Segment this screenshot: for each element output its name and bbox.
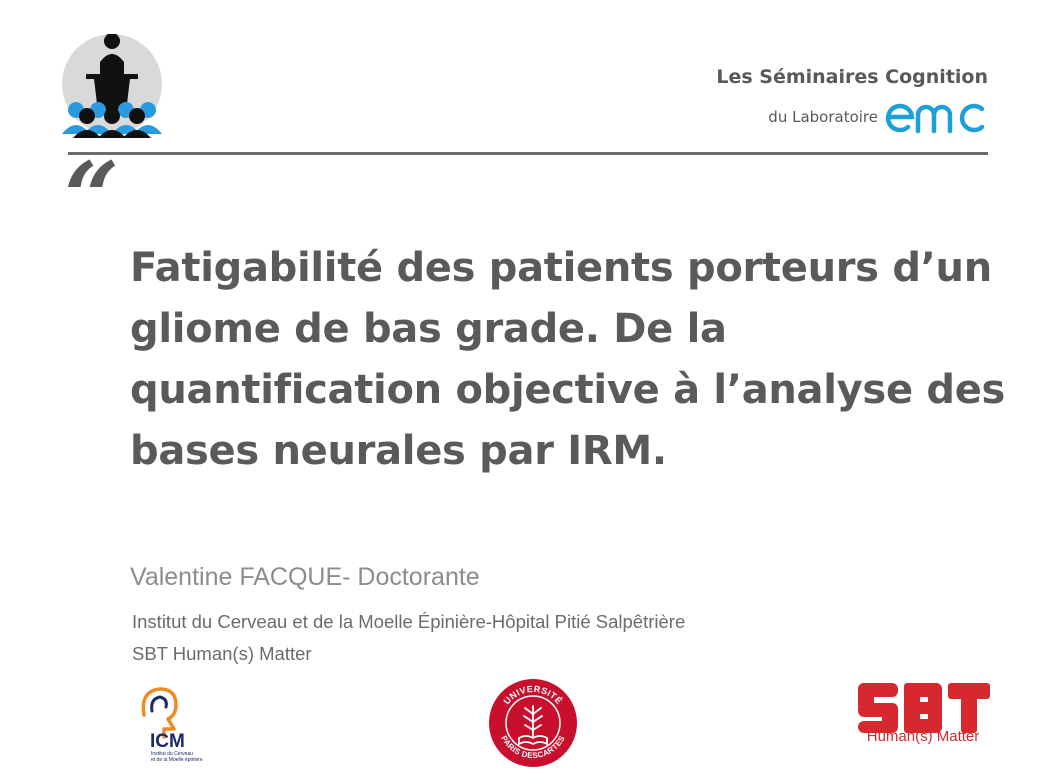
- header-divider: [68, 152, 988, 155]
- emc-logo: [884, 100, 988, 134]
- presenter-name: Valentine FACQUE- Doctorante: [130, 563, 480, 591]
- speaker-at-podium-icon: [60, 34, 168, 142]
- seminar-series-title: Les Séminaires Cognition: [716, 66, 988, 88]
- seal-top-text: UNIVERSITÉ: [501, 683, 565, 707]
- seal-bottom-text: PARIS DESCARTES: [499, 734, 567, 761]
- paris-descartes-seal: [488, 678, 578, 768]
- affiliation-line: Institut du Cerveau et de la Moelle Épinière-Hôpital Pitié Salpêtrière: [132, 611, 686, 632]
- icm-logo-subtitle: Institut du Cerveau: [151, 751, 193, 757]
- talk-title: Fatigabilité des patients porteurs d’un gliome de bas grade. De la quantification objective à l’analyse des bases neurales par IRM.: [130, 245, 1006, 474]
- sbt-tagline: Human(s) Matter: [866, 728, 980, 745]
- quote-mark: “: [64, 141, 120, 254]
- icm-logo: [130, 685, 210, 765]
- lab-label: du Laboratoire: [768, 108, 878, 126]
- icm-logo-subtitle: et de la Moelle épinière: [151, 757, 203, 763]
- lab-line: [768, 100, 988, 134]
- affiliation-line: SBT Human(s) Matter: [132, 643, 312, 664]
- icm-logo-name: ICM: [150, 731, 185, 752]
